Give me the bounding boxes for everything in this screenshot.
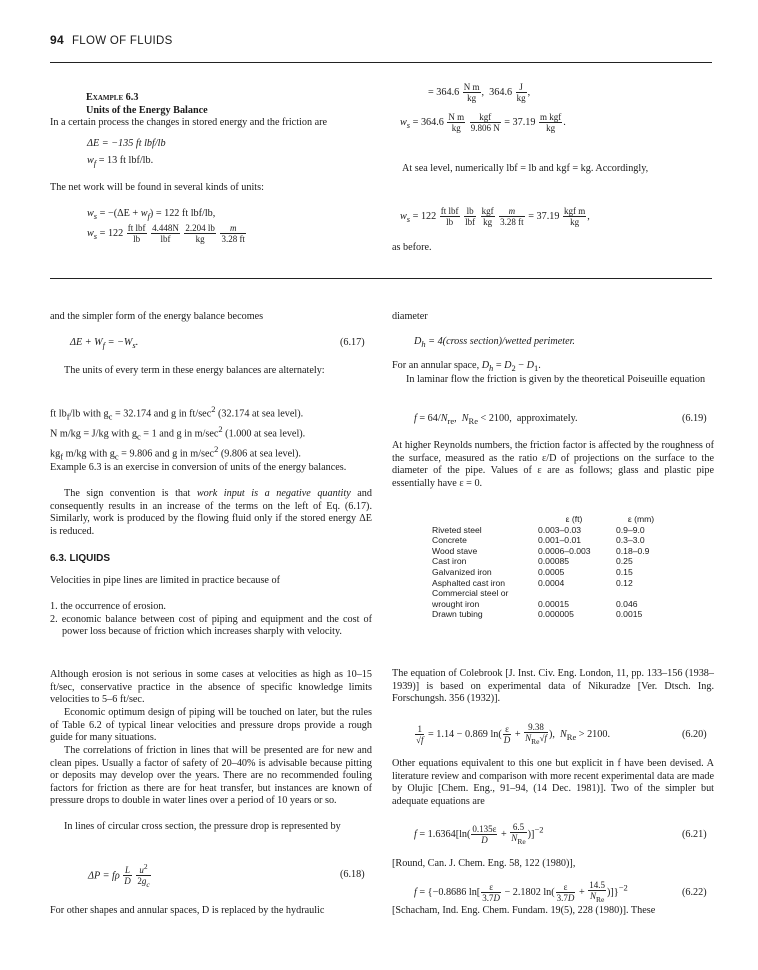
right-eq2: $w_s = 364.6$ $\frac{\text{N m}}{kg}$ $\frac{\text{kgf}}{9.806 N}$ = 37.19 $\frac{\text{m kgf}}{kg}$ . bbox=[400, 112, 566, 133]
table-row bbox=[432, 578, 672, 589]
table-cell: 0.00085 bbox=[538, 556, 570, 567]
reasons-list bbox=[50, 601, 372, 639]
eq-6-17-number: (6.17) bbox=[340, 337, 365, 348]
table-cell: 0.003–0.03 bbox=[538, 524, 582, 535]
table-header: ε (mm) bbox=[627, 514, 655, 524]
right-p2: For an annular space, $D_h = D_2 - D_1$. bbox=[392, 360, 541, 374]
table-cell: Drawn tubing bbox=[432, 609, 483, 620]
eq-ws1: $w_s = -(\Delta E + w_f) = 122$ ft lbf/lb, bbox=[87, 208, 216, 222]
left-p10: For other shapes and annular spaces, D is replaced by the hydraulic bbox=[50, 905, 325, 916]
eq-6-17: $\Delta E + W_f = -W_s$. bbox=[70, 337, 139, 351]
table-cell: 0.3–3.0 bbox=[616, 535, 645, 546]
eq-6-19: $f = 64/N_{re}$, $N_{Re} < 2100$, approximately. bbox=[414, 413, 578, 427]
table-cell: 0.0004 bbox=[538, 577, 565, 588]
page-number: 94 bbox=[50, 33, 64, 47]
section-heading-liquids: 6.3. LIQUIDS bbox=[50, 553, 111, 564]
right-p1: diameter bbox=[392, 311, 428, 322]
table-cell: 0.12 bbox=[616, 577, 633, 588]
table-cell: 0.0015 bbox=[616, 609, 643, 620]
running-title: FLOW OF FLUIDS bbox=[71, 35, 173, 47]
right-p3: In laminar flow the friction is given by the theoretical Poiseuille equation bbox=[406, 374, 706, 385]
table-cell: 0.18–0.9 bbox=[616, 545, 650, 556]
top-rule bbox=[50, 62, 712, 63]
eq-6-21: f = 1.6364[ln( $\frac{0.135\varepsilon}{D}$ + $\frac{6.5}{N_{Re}}$ )]$^{-2}$ bbox=[414, 822, 544, 846]
table-row bbox=[432, 588, 672, 609]
table-header bbox=[432, 514, 538, 525]
table-cell: 0.9–9.0 bbox=[616, 524, 645, 535]
right-p5: The equation of Colebrook [J. Inst. Civ. Eng. London, 11, pp. 133–156 (1938–1939)] is based on experimental data of Nikuradze [Ver. Dtsch. Ing. Forschungsh. 356 (1932)]. bbox=[392, 668, 714, 705]
eq-6-22: f = {−0.8686 ln[ $\frac{\varepsilon}{3.7D}$ − 2.1802 ln( $\frac{\varepsilon}{3.7D}$ + $\frac{14.5}{N_{Re}}$ )]}$^{-2}$ bbox=[414, 880, 628, 904]
unit-line-3: $kg_f$ m/kg with $g_c = 9.806$ and g in $m/\sec^2$ (9.806 at sea level). bbox=[50, 444, 301, 462]
eq-wf: $w_f = 13$ ft lbf/lb. bbox=[87, 155, 154, 169]
left-p5: Velocities in pipe lines are limited in practice because of bbox=[50, 575, 280, 586]
left-p3: Example 6.3 is an exercise in conversion of units of the energy balances. bbox=[50, 462, 347, 473]
left-p8: The correlations of friction in lines that will be presented are for new and clean pipes. Usually a factor of safety of 20–40% is advisable because pitting or deposits may develop over the years. There are no recommended fouling factors for friction as there are for heat transfer, but instances are known of pressure drops to double in water lines over a period of 10 years or so. bbox=[50, 745, 372, 807]
table-cell: 0.00015 bbox=[538, 598, 570, 609]
roughness-table bbox=[432, 514, 672, 620]
left-p1: and the simpler form of the energy balance becomes bbox=[50, 311, 264, 322]
table-header-row bbox=[432, 514, 672, 525]
list-item: 1. the occurrence of erosion. bbox=[50, 601, 166, 612]
eq-ws2: $w_s = 122$ $\frac{\text{ft lbf}}{lb}$ $\frac{4.448N}{\text{lbf}}$ $\frac{2.204 lb}{kg}$ $\frac{m}{3.28 ft}$ bbox=[87, 223, 245, 244]
as-before: as before. bbox=[392, 242, 432, 253]
sea-level-text: At sea level, numerically lbf = lb and kgf = kg. Accordingly, bbox=[402, 163, 649, 174]
table-row bbox=[432, 535, 672, 546]
eq-6-19-number: (6.19) bbox=[682, 413, 707, 424]
left-p9: In lines of circular cross section, the pressure drop is represented by bbox=[64, 821, 341, 832]
table-row bbox=[432, 546, 672, 557]
eq-6-18-number: (6.18) bbox=[340, 869, 365, 880]
eq-6-20: $\frac{1}{√f}$ = 1.14 − 0.869 ln( $\frac{\varepsilon}{D}$ + $\frac{9.38}{N_{Re}√f}$ ), $N_{Re} > 2100$. bbox=[416, 722, 610, 746]
eq-6-22-number: (6.22) bbox=[682, 887, 707, 898]
right-p6: Other equations equivalent to this one but explicit in f have been devised. A literature review and comparison with more recent experimental data are made by Olujic [Chem. Eng., 91–94, (14 Dec. 1981)]. Two of the simpler but adequate equations are bbox=[392, 758, 714, 807]
left-p4: The sign convention is that work input is a negative quantity and consequently results in an increase of the terms on the left of Eq. (6.17). Similarly, work is produced by the flowing fluid only if the stored energy ΔE is reduced. bbox=[50, 488, 372, 537]
example-rule bbox=[50, 278, 712, 279]
right-p4: At higher Reynolds numbers, the friction factor is affected by the roughness of the surface, measured as the ratio ε/D of projections on the surface to the diameter of the pipe. Values of ε are as follows; glass and plastic pipe essentially have ε = 0. bbox=[392, 440, 714, 489]
table-cell: Galvanized iron bbox=[432, 566, 492, 577]
example-title: Units of the Energy Balance bbox=[86, 104, 208, 116]
table-cell: 0.000005 bbox=[538, 609, 574, 620]
ref-6-22: [Schacham, Ind. Eng. Chem. Fundam. 19(5), 228 (1980)]. These bbox=[392, 905, 656, 916]
table-row bbox=[432, 609, 672, 620]
right-eq3: $w_s = 122$ $\frac{\text{ft lbf}}{lb}$ $\frac{lb}{\text{lbf}}$ $\frac{\text{kgf}}{kg}$ $\frac{m}{3.28 ft}$ = 37.19 $\frac{\text{kgf m}}{kg}$ , bbox=[400, 206, 590, 227]
right-eq1: = 364.6 $\frac{\text{N m}}{kg}$ , 364.6 $\frac{J}{kg}$ , bbox=[428, 82, 531, 103]
table-cell: Wood stave bbox=[432, 545, 478, 556]
table-cell: Concrete bbox=[432, 535, 467, 546]
net-work-text: The net work will be found in several kinds of units: bbox=[50, 182, 264, 193]
table-cell: 0.046 bbox=[616, 598, 638, 609]
table-row bbox=[432, 556, 672, 567]
example-label: Example 6.3 bbox=[86, 92, 139, 103]
table-row bbox=[432, 567, 672, 578]
table-header: ε (ft) bbox=[565, 514, 583, 524]
table-row bbox=[432, 525, 672, 536]
table-cell: Riveted steel bbox=[432, 524, 482, 535]
table-cell: 0.0005 bbox=[538, 566, 565, 577]
list-item: 2. economic balance between cost of piping and equipment and the cost of power loss because of friction which increases sharply with velocity. bbox=[50, 613, 372, 638]
unit-line-1: ft $lb_f/lb$ with $g_c = 32.174$ and g in $ft/\sec^2$ (32.174 at sea level). bbox=[50, 404, 304, 422]
table-cell: Commercial steel or wrought iron bbox=[432, 588, 509, 609]
unit-line-2: N m/kg = J/kg with $g_c = 1$ and g in $m/\sec^2$ (1.000 at sea level). bbox=[50, 424, 306, 442]
ref-6-21: [Round, Can. J. Chem. Eng. 58, 122 (1980)], bbox=[392, 858, 576, 869]
eq-delta-e: ΔE = −135 ft lbf/lb bbox=[87, 138, 166, 149]
table-cell: 0.0006–0.003 bbox=[538, 545, 591, 556]
left-p2: The units of every term in these energy balances are alternately: bbox=[64, 365, 325, 376]
table-cell: 0.25 bbox=[616, 556, 633, 567]
left-p6: Although erosion is not serious in some cases at velocities as high as 10–15 ft/sec, conservative practice in the absence of specific knowledge limits velocities to 5–6 ft/sec. bbox=[50, 669, 372, 706]
eq-6-21-number: (6.21) bbox=[682, 829, 707, 840]
eq-6-18: ΔP = fρ $\frac{L}{D}$ $\frac{u^2}{2g_c}$ bbox=[88, 862, 150, 889]
table-cell: Asphalted cast iron bbox=[432, 577, 506, 588]
units-list bbox=[50, 403, 372, 463]
table-cell: 0.15 bbox=[616, 566, 633, 577]
table-cell: Cast iron bbox=[432, 556, 467, 567]
eq-6-20-number: (6.20) bbox=[682, 729, 707, 740]
running-header bbox=[50, 33, 173, 47]
example-intro: In a certain process the changes in stored energy and the friction are bbox=[50, 117, 328, 128]
eq-hydraulic-diameter: $D_h$ = 4(cross section)/wetted perimeter. bbox=[414, 336, 575, 350]
table-cell: 0.001–0.01 bbox=[538, 535, 582, 546]
example-box-left bbox=[86, 92, 376, 117]
left-p7: Economic optimum design of piping will be touched on later, but the rules of Table 6.2 of typical linear velocities and pressure drops provide a rough guide for many situations. bbox=[50, 707, 372, 744]
